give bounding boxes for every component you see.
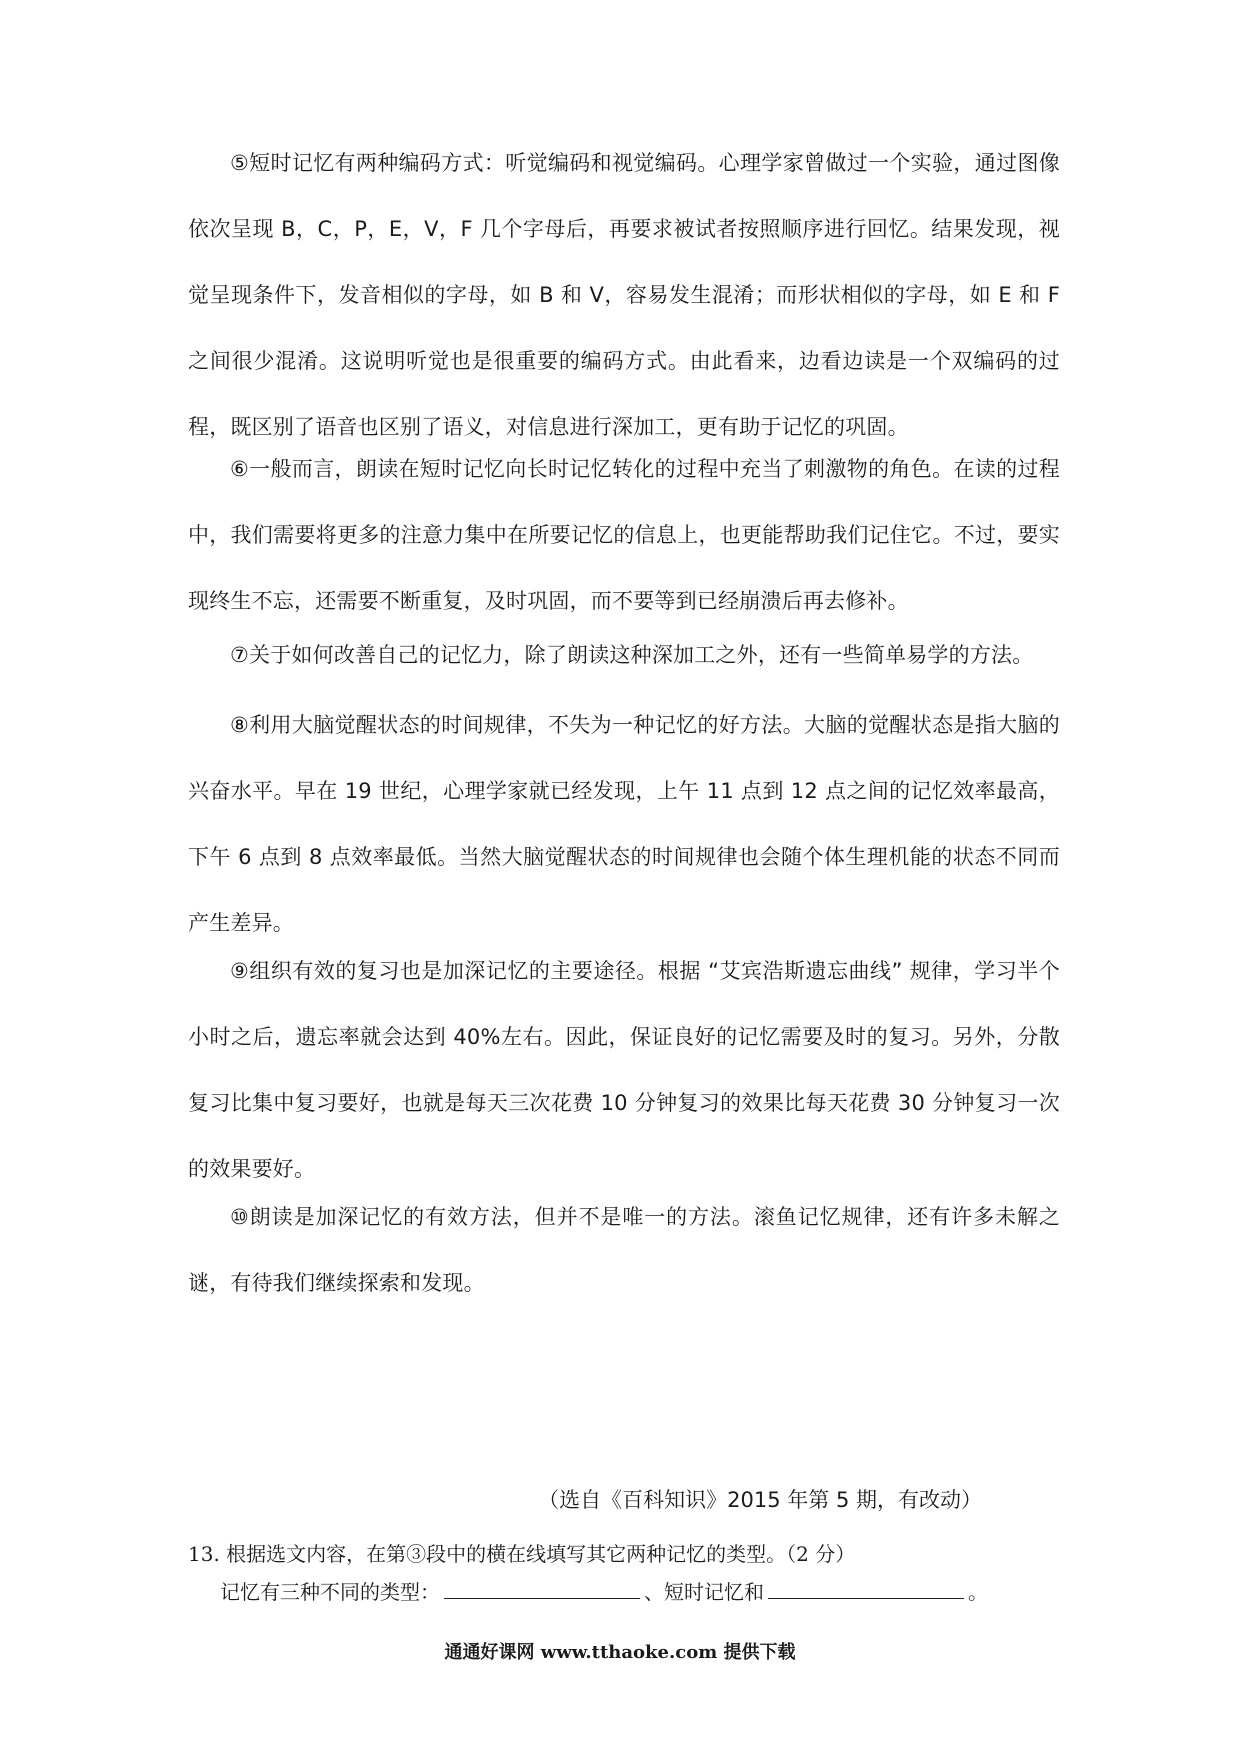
- source-citation: （选自《百科知识》2015 年第 5 期，有改动）: [538, 1488, 982, 1512]
- answer-blank-1[interactable]: [444, 1576, 640, 1599]
- answer-line: [220, 1574, 988, 1610]
- paragraph-9: ⑨组织有效的复习也是加深记忆的主要途径。根据 “艾宾浩斯遗忘曲线” 规律，学习半个小时之后，遗忘率就会达到 40%左右。因此，保证良好的记忆需要及时的复习。另外，分散复习比集中复习要好，也就是每天三次花费 10 分钟复习的效果比每天花费 30 分钟复习一次的效果要好。: [188, 959, 1060, 1181]
- paragraph-5: ⑤短时记忆有两种编码方式：听觉编码和视觉编码。心理学家曾做过一个实验，通过图像依次呈现 B，C，P，E，V，F 几个字母后，再要求被试者按照顺序进行回忆。结果发现，视觉呈现条件下，发音相似的字母，如 B 和 V，容易发生混淆；而形状相似的字母，如 E 和 F 之间很少混淆。这说明听觉也是很重要的编码方式。由此看来，边看边读是一个双编码的过程，既区别了语音也区别了语义，对信息进行深加工，更有助于记忆的巩固。: [188, 151, 1060, 439]
- paragraph-6: ⑥一般而言，朗读在短时记忆向长时记忆转化的过程中充当了刺激物的角色。在读的过程中，我们需要将更多的注意力集中在所要记忆的信息上，也更能帮助我们记住它。不过，要实现终生不忘，还需要不断重复，及时巩固，而不要等到已经崩溃后再去修补。: [188, 457, 1060, 613]
- paragraph-8: ⑧利用大脑觉醒状态的时间规律，不失为一种记忆的好方法。大脑的觉醒状态是指大脑的兴奋水平。早在 19 世纪，心理学家就已经发现，上午 11 点到 12 点之间的记忆效率最高，下午 6 点到 8 点效率最低。当然大脑觉醒状态的时间规律也会随个体生理机能的状态不同而产生差异。: [188, 713, 1060, 935]
- answer-suffix: 。: [968, 1580, 988, 1604]
- answer-middle: 、短时记忆和: [644, 1580, 764, 1604]
- paragraph-10: ⑩朗读是加深记忆的有效方法，但并不是唯一的方法。滚鱼记忆规律，还有许多未解之谜，有待我们继续探索和发现。: [188, 1205, 1060, 1295]
- paragraph-7: ⑦关于如何改善自己的记忆力，除了朗读这种深加工之外，还有一些简单易学的方法。: [230, 643, 1034, 667]
- answer-prefix: 记忆有三种不同的类型：: [220, 1580, 440, 1604]
- question-13: 13. 根据选文内容，在第③段中的横在线填写其它两种记忆的类型。（2 分）: [188, 1542, 856, 1566]
- page-footer: 通通好课网 www.tthaoke.com 提供下载: [444, 1642, 796, 1663]
- answer-blank-2[interactable]: [768, 1576, 964, 1599]
